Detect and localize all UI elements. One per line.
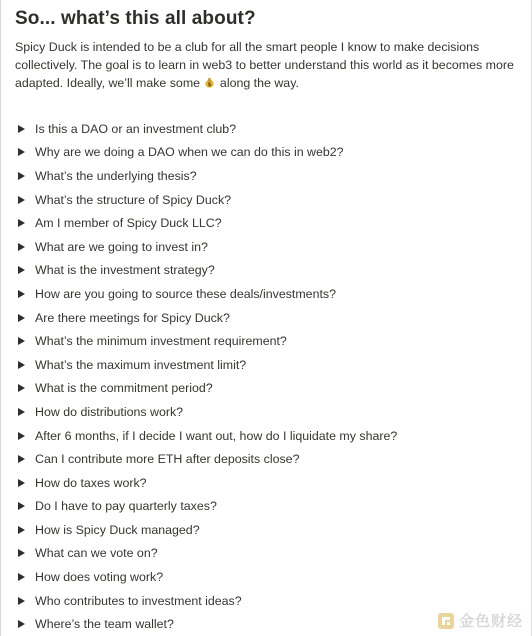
toggle-arrow-right-icon[interactable]: [18, 408, 25, 416]
faq-toggle-item[interactable]: [18, 400, 528, 424]
faq-question-label: How does voting work?: [35, 570, 164, 585]
toggle-arrow-right-icon[interactable]: [18, 290, 25, 298]
faq-question-label: Why are we doing a DAO when we can do this in web2?: [35, 145, 344, 160]
faq-question-label: How do taxes work?: [35, 475, 147, 490]
faq-toggle-item[interactable]: [18, 188, 528, 212]
money-bag-icon: [204, 77, 215, 88]
faq-toggle-item[interactable]: [18, 235, 528, 259]
faq-toggle-item[interactable]: [18, 259, 528, 283]
faq-toggle-item[interactable]: [18, 377, 528, 401]
toggle-arrow-right-icon[interactable]: [18, 573, 25, 581]
watermark-text: 金色财经: [458, 612, 523, 630]
faq-question-label: What is the commitment period?: [35, 381, 213, 396]
intro-paragraph: [15, 38, 531, 92]
faq-question-label: How are you going to source these deals/investments?: [35, 286, 336, 301]
toggle-arrow-right-icon[interactable]: [18, 549, 25, 557]
toggle-arrow-right-icon[interactable]: [18, 479, 25, 487]
faq-toggle-item[interactable]: [18, 117, 528, 141]
intro-text-end: along the way.: [216, 76, 299, 90]
faq-toggle-item[interactable]: [18, 518, 528, 542]
faq-toggle-item[interactable]: [18, 164, 528, 188]
faq-question-label: Am I member of Spicy Duck LLC?: [35, 216, 222, 231]
toggle-arrow-right-icon[interactable]: [18, 455, 25, 463]
toggle-arrow-right-icon[interactable]: [18, 384, 25, 392]
faq-question-label: How is Spicy Duck managed?: [35, 522, 200, 537]
faq-toggle-item[interactable]: [18, 353, 528, 377]
toggle-arrow-right-icon[interactable]: [18, 597, 25, 605]
faq-toggle-item[interactable]: [18, 141, 528, 165]
toggle-arrow-right-icon[interactable]: [18, 432, 25, 440]
watermark: [437, 610, 523, 631]
faq-question-label: What can we vote on?: [35, 546, 158, 561]
intro-text: Spicy Duck is intended to be a club for all the smart people I know to make decisions collectively. The goal is to learn in web3 to better understand this world as it becomes more adapted. Ideally, we’ll make some: [15, 40, 514, 90]
svg-text:$: $: [208, 81, 212, 88]
faq-toggle-item[interactable]: [18, 282, 528, 306]
toggle-arrow-right-icon[interactable]: [18, 148, 25, 156]
jinse-logo-icon: [437, 612, 455, 630]
faq-question-label: What are we going to invest in?: [35, 239, 208, 254]
toggle-arrow-right-icon[interactable]: [18, 125, 25, 133]
faq-question-label: Do I have to pay quarterly taxes?: [35, 499, 217, 514]
faq-question-label: What is the investment strategy?: [35, 263, 215, 278]
faq-toggle-item[interactable]: [18, 329, 528, 353]
faq-question-label: How do distributions work?: [35, 404, 184, 419]
faq-toggle-item[interactable]: [18, 306, 528, 330]
toggle-arrow-right-icon[interactable]: [18, 502, 25, 510]
toggle-arrow-right-icon[interactable]: [18, 361, 25, 369]
faq-question-label: What’s the maximum investment limit?: [35, 357, 247, 372]
faq-toggle-item[interactable]: [18, 542, 528, 566]
faq-toggle-item[interactable]: [18, 495, 528, 519]
faq-question-label: Can I contribute more ETH after deposits close?: [35, 452, 300, 467]
toggle-arrow-right-icon[interactable]: [18, 526, 25, 534]
faq-question-label: Is this a DAO or an investment club?: [35, 121, 237, 136]
toggle-arrow-right-icon[interactable]: [18, 243, 25, 251]
toggle-arrow-right-icon[interactable]: [18, 219, 25, 227]
page-title: So... what’s this all about?: [15, 8, 256, 29]
faq-question-label: Are there meetings for Spicy Duck?: [35, 310, 230, 325]
faq-toggle-item[interactable]: [18, 471, 528, 495]
faq-toggle-item[interactable]: [18, 447, 528, 471]
faq-question-label: What’s the underlying thesis?: [35, 168, 197, 183]
faq-question-label: What’s the minimum investment requirement?: [35, 334, 287, 349]
toggle-arrow-right-icon[interactable]: [18, 196, 25, 204]
toggle-arrow-right-icon[interactable]: [18, 172, 25, 180]
toggle-arrow-right-icon[interactable]: [18, 620, 25, 628]
faq-question-label: After 6 months, if I decide I want out, how do I liquidate my share?: [35, 428, 398, 443]
faq-question-label: Who contributes to investment ideas?: [35, 593, 242, 608]
faq-toggle-list: [18, 117, 528, 636]
toggle-arrow-right-icon[interactable]: [18, 314, 25, 322]
faq-toggle-item[interactable]: [18, 424, 528, 448]
faq-question-label: What’s the structure of Spicy Duck?: [35, 192, 232, 207]
faq-toggle-item[interactable]: [18, 211, 528, 235]
faq-toggle-item[interactable]: [18, 589, 528, 613]
faq-question-label: Where’s the team wallet?: [35, 617, 174, 632]
faq-toggle-item[interactable]: [18, 565, 528, 589]
toggle-arrow-right-icon[interactable]: [18, 266, 25, 274]
toggle-arrow-right-icon[interactable]: [18, 337, 25, 345]
